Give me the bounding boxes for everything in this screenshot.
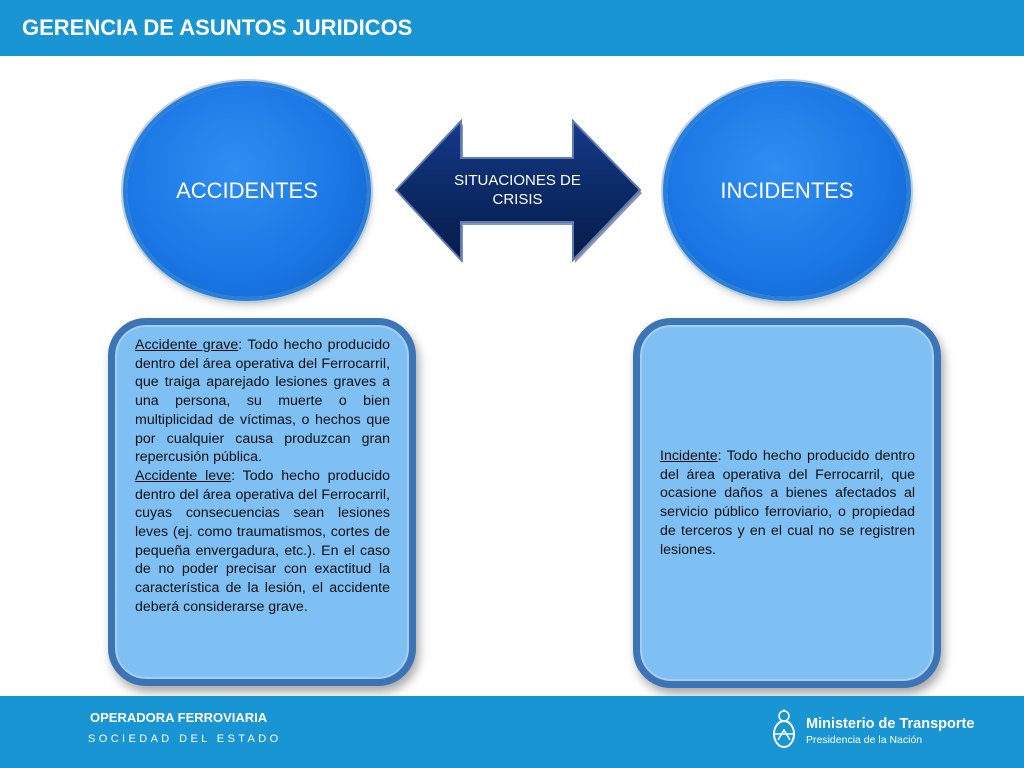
term-accidente-leve: Accidente leve (135, 467, 232, 484)
argentina-coat-of-arms-icon (770, 708, 798, 750)
definition-accidente-grave: : Todo hecho producido dentro del área operativa del Ferrocarril, que traiga aparejado lesiones graves a una persona, su muerte o bien multiplicidad de víctimas, o hechos que por cualquier causa produzcan gran repercusión pública. (135, 337, 390, 466)
incidentes-label: INCIDENTES (720, 178, 854, 203)
page-title: GERENCIA DE ASUNTOS JURIDICOS (22, 15, 413, 40)
arrow-label-line2: CRISIS (492, 191, 543, 208)
header-bar (0, 0, 1024, 56)
term-accidente-grave: Accidente grave (135, 337, 239, 353)
incidentes-definition-text (660, 447, 915, 559)
accidentes-circle (127, 85, 367, 297)
definition-incidente: : Todo hecho producido dentro del área operativa del Ferrocarril, que ocasione daños a bienes afectados al servicio público ferroviario, o propiedad de terceros y en el cual no se registren lesiones. (660, 448, 915, 558)
footer-bar (0, 696, 1024, 768)
footer-company: OPERADORA FERROVIARIA (90, 710, 268, 725)
accidentes-definition-text (135, 336, 390, 617)
accidentes-label: ACCIDENTES (176, 178, 318, 203)
arrow-label (430, 171, 605, 209)
presidency-name: Presidencia de la Nación (806, 734, 923, 746)
arrow-label-line1: SITUACIONES DE (454, 172, 581, 189)
incidentes-definition-box (633, 318, 941, 688)
incidentes-circle (667, 85, 907, 297)
ministry-name: Ministerio de Transporte (806, 716, 975, 732)
accidentes-definition-box (108, 318, 416, 686)
definition-accidente-leve: : Todo hecho producido dentro del área operativa del Ferrocarril, cuyas consecuencias sean lesiones leves (ej. como traumatismos, cortes de pequeña envergadura, etc.). En el caso de no poder precisar con exactitud la característica de la lesión, el accidente deberá considerarse grave. (135, 467, 390, 615)
term-incidente: Incidente (660, 448, 718, 464)
footer-subtitle: SOCIEDAD DEL ESTADO (88, 733, 282, 745)
